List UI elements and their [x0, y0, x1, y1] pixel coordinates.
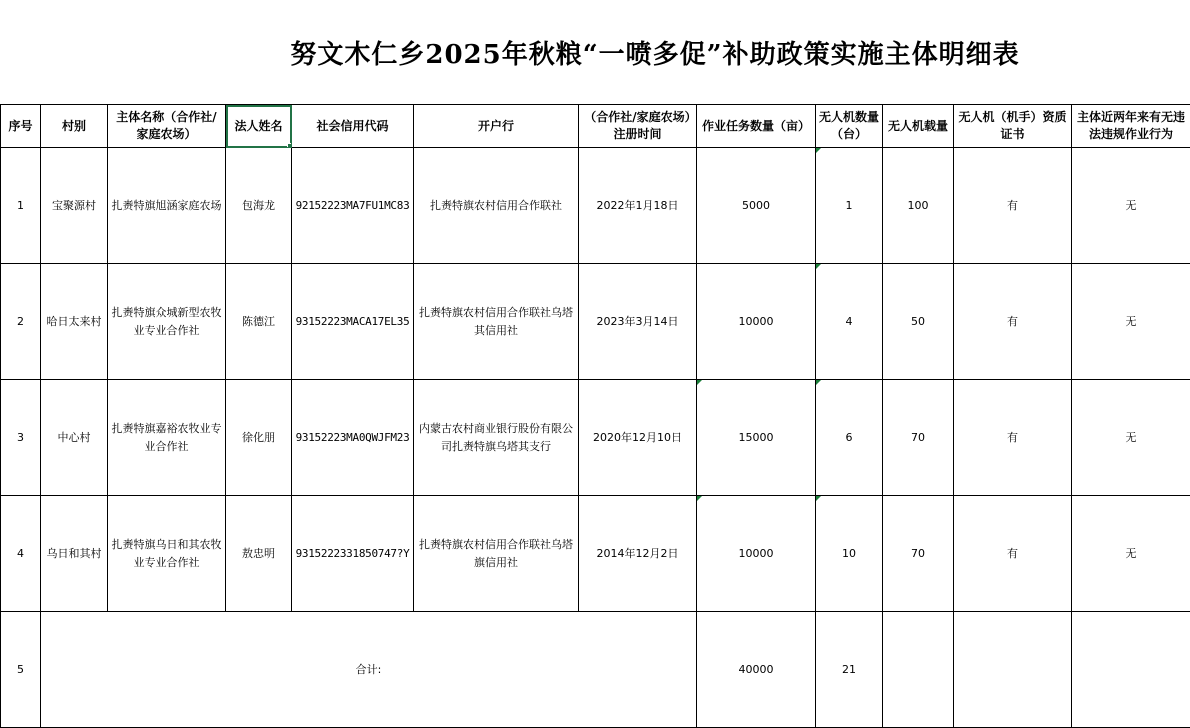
table-row	[1, 264, 1190, 380]
cell-drones-value: 4	[845, 314, 853, 328]
cell-credit[interactable]: 93152223MA0QWJFM23	[292, 380, 414, 496]
cell-cert[interactable]: 有	[954, 148, 1072, 264]
subsidy-table	[0, 104, 1190, 728]
total-row	[1, 612, 1190, 728]
cell-seq[interactable]: 4	[1, 496, 41, 612]
cell-village[interactable]: 乌日和其村	[41, 496, 108, 612]
cell-village[interactable]: 中心村	[41, 380, 108, 496]
cell-cert[interactable]: 有	[954, 264, 1072, 380]
total-label[interactable]: 合计:	[41, 612, 697, 728]
cell-area[interactable]: 10000	[697, 264, 816, 380]
cell-cert[interactable]: 有	[954, 496, 1072, 612]
header-legal[interactable]	[226, 105, 292, 148]
cell-violation[interactable]: 无	[1072, 380, 1190, 496]
cell-credit[interactable]: 93152223MACA17EL35	[292, 264, 414, 380]
comment-flag-icon	[816, 496, 821, 501]
cell-drones[interactable]	[816, 380, 883, 496]
cell-area[interactable]: 5000	[697, 148, 816, 264]
cell-load[interactable]: 100	[883, 148, 954, 264]
comment-flag-icon	[816, 148, 821, 153]
cell-area[interactable]	[697, 496, 816, 612]
cell-cert-empty[interactable]	[954, 612, 1072, 728]
cell-drones-value: 10	[842, 546, 856, 560]
cell-drones-value: 1	[845, 198, 853, 212]
cell-legal[interactable]: 徐化朋	[226, 380, 292, 496]
cell-drones[interactable]	[816, 264, 883, 380]
cell-drones[interactable]	[816, 148, 883, 264]
comment-flag-icon	[816, 264, 821, 269]
cell-regtime[interactable]: 2023年3月14日	[579, 264, 697, 380]
header-violation[interactable]: 主体近两年来有无违法违规作业行为	[1072, 105, 1190, 148]
total-area[interactable]: 40000	[697, 612, 816, 728]
cell-entity[interactable]: 扎赉特旗乌日和其农牧业专业合作社	[108, 496, 226, 612]
cell-seq[interactable]: 5	[1, 612, 41, 728]
cell-village[interactable]: 哈日太来村	[41, 264, 108, 380]
cell-bank[interactable]: 内蒙古农村商业银行股份有限公司扎赉特旗乌塔其支行	[414, 380, 579, 496]
cell-regtime[interactable]: 2014年12月2日	[579, 496, 697, 612]
table-row	[1, 148, 1190, 264]
header-regtime[interactable]: （合作社/家庭农场）注册时间	[579, 105, 697, 148]
cell-entity[interactable]: 扎赉特旗旭涵家庭农场	[108, 148, 226, 264]
cell-bank[interactable]: 扎赉特旗农村信用合作联社乌塔其信用社	[414, 264, 579, 380]
cell-regtime[interactable]: 2020年12月10日	[579, 380, 697, 496]
cell-load-empty[interactable]	[883, 612, 954, 728]
header-load[interactable]: 无人机载量	[883, 105, 954, 148]
cell-seq[interactable]: 3	[1, 380, 41, 496]
cell-area-value: 15000	[738, 430, 774, 444]
table-row	[1, 496, 1190, 612]
table-row	[1, 380, 1190, 496]
cell-load[interactable]: 70	[883, 380, 954, 496]
cell-regtime[interactable]: 2022年1月18日	[579, 148, 697, 264]
header-seq[interactable]: 序号	[1, 105, 41, 148]
fill-handle[interactable]	[287, 143, 292, 148]
cell-violation[interactable]: 无	[1072, 264, 1190, 380]
cell-drones[interactable]	[816, 496, 883, 612]
cell-load[interactable]: 50	[883, 264, 954, 380]
cell-seq[interactable]: 1	[1, 148, 41, 264]
cell-area-value: 10000	[738, 546, 774, 560]
comment-flag-icon	[697, 380, 702, 385]
header-village[interactable]: 村别	[41, 105, 108, 148]
sheet-title: 努文木仁乡2025年秋粮“一喷多促”补助政策实施主体明细表	[290, 39, 1020, 70]
header-area[interactable]: 作业任务数量（亩）	[697, 105, 816, 148]
cell-load[interactable]: 70	[883, 496, 954, 612]
header-entity[interactable]: 主体名称（合作社/家庭农场）	[108, 105, 226, 148]
cell-violation[interactable]: 无	[1072, 148, 1190, 264]
cell-drones-value: 6	[845, 430, 853, 444]
cell-bank[interactable]: 扎赉特旗农村信用合作联社	[414, 148, 579, 264]
total-drones[interactable]: 21	[816, 612, 883, 728]
cell-legal[interactable]: 敖忠明	[226, 496, 292, 612]
comment-flag-icon	[816, 380, 821, 385]
cell-cert[interactable]: 有	[954, 380, 1072, 496]
cell-village[interactable]: 宝聚源村	[41, 148, 108, 264]
cell-bank[interactable]: 扎赉特旗农村信用合作联社乌塔旗信用社	[414, 496, 579, 612]
cell-entity[interactable]: 扎赉特旗嘉裕农牧业专业合作社	[108, 380, 226, 496]
cell-credit[interactable]: 9315222331850747?Y	[292, 496, 414, 612]
header-bank[interactable]: 开户行	[414, 105, 579, 148]
cell-seq[interactable]: 2	[1, 264, 41, 380]
cell-legal[interactable]: 包海龙	[226, 148, 292, 264]
header-legal-label: 法人姓名	[234, 118, 283, 133]
cell-entity[interactable]: 扎赉特旗众城新型农牧业专业合作社	[108, 264, 226, 380]
comment-flag-icon	[697, 496, 702, 501]
cell-violation-empty[interactable]	[1072, 612, 1190, 728]
header-drones[interactable]: 无人机数量（台）	[816, 105, 883, 148]
cell-violation[interactable]: 无	[1072, 496, 1190, 612]
header-credit[interactable]: 社会信用代码	[292, 105, 414, 148]
cell-area[interactable]	[697, 380, 816, 496]
header-cert[interactable]: 无人机（机手）资质证书	[954, 105, 1072, 148]
cell-credit[interactable]: 92152223MA7FU1MC83	[292, 148, 414, 264]
cell-legal[interactable]: 陈德江	[226, 264, 292, 380]
header-row	[1, 105, 1190, 148]
